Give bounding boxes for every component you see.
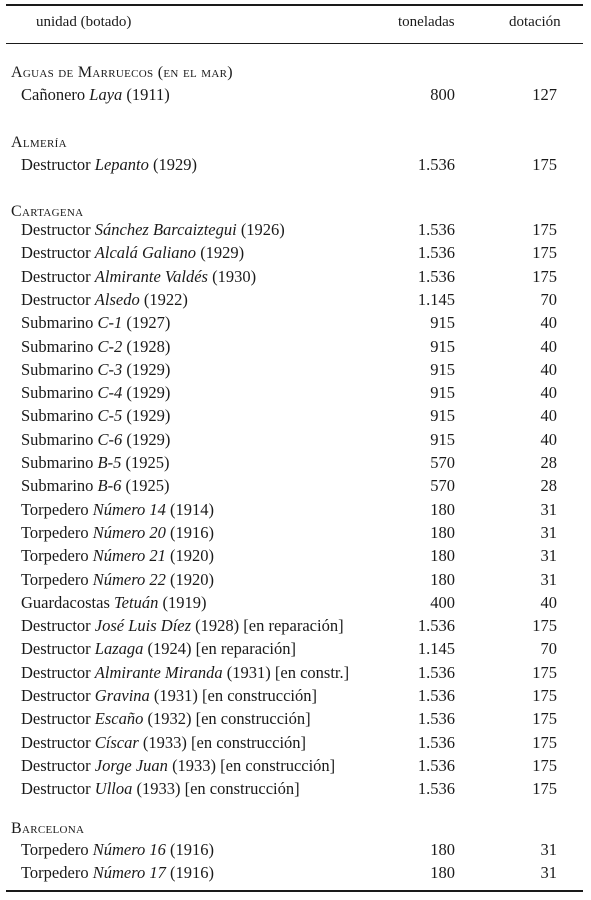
- crew-cell: 28: [540, 476, 557, 496]
- section-heading: Almería: [11, 134, 67, 151]
- tons-cell: 1.536: [417, 243, 455, 263]
- unit-name: Número 20: [92, 522, 166, 542]
- unit-cell: [21, 404, 170, 427]
- tons-cell: 1.536: [417, 779, 455, 799]
- crew-cell: 31: [540, 499, 557, 519]
- unit-cell: [21, 288, 188, 311]
- crew-cell: 127: [532, 85, 557, 104]
- unit-cell: [21, 838, 214, 861]
- unit-type: Destructor: [21, 662, 95, 682]
- unit-detail: (1929): [196, 243, 245, 263]
- unit-cell: [21, 661, 349, 684]
- section-heading: Barcelona: [11, 820, 85, 837]
- tons-cell: 915: [430, 336, 455, 356]
- table-row: [0, 544, 591, 567]
- table-row: [0, 637, 591, 660]
- crew-cell: 70: [540, 639, 557, 659]
- unit-detail: (1930): [207, 266, 257, 286]
- unit-type: Torpedero: [21, 499, 93, 519]
- unit-detail: (1919): [158, 592, 207, 612]
- unit-name: C-2: [97, 336, 123, 356]
- table-row: [0, 474, 591, 497]
- tons-cell: 1.536: [417, 220, 455, 239]
- section-heading: Cartagena: [11, 203, 84, 220]
- unit-detail: (1932) [en construcción]: [143, 709, 311, 729]
- tons-cell: 180: [430, 840, 455, 859]
- unit-type: Destructor: [21, 289, 95, 309]
- unit-type: Destructor: [21, 639, 95, 659]
- table-row: [0, 335, 591, 358]
- unit-type: Submarino: [21, 453, 98, 472]
- unit-type: Destructor: [21, 220, 95, 239]
- unit-type: Destructor: [21, 755, 95, 775]
- unit-type: Submarino: [21, 313, 98, 333]
- crew-cell: 40: [540, 429, 557, 449]
- tons-cell: 1.536: [417, 662, 455, 682]
- header-unit: unidad (botado): [36, 14, 132, 30]
- unit-name: Escaño: [94, 709, 144, 729]
- header-tons: toneladas: [398, 14, 455, 30]
- unit-detail: (1927): [122, 313, 171, 333]
- tons-cell: 915: [430, 429, 455, 449]
- bottom-rule: [6, 890, 583, 892]
- table-row: [0, 838, 591, 861]
- unit-name: José Luis Díez: [94, 616, 192, 636]
- unit-detail: (1933) [en construcción]: [138, 732, 307, 752]
- unit-cell: [21, 265, 256, 288]
- crew-cell: 31: [540, 863, 557, 883]
- unit-name: Laya: [89, 85, 123, 104]
- table-row: [0, 591, 591, 614]
- unit-cell: [21, 684, 317, 707]
- tons-cell: 400: [430, 592, 455, 612]
- tons-cell: 180: [430, 499, 455, 519]
- unit-detail: (1916): [165, 840, 215, 859]
- crew-cell: 31: [540, 546, 557, 566]
- tons-cell: 1.536: [417, 686, 455, 705]
- unit-cell: [21, 707, 311, 730]
- crew-cell: 40: [540, 592, 557, 612]
- tons-cell: 915: [430, 313, 455, 333]
- table-row: [0, 265, 591, 288]
- unit-type: Destructor: [21, 732, 95, 752]
- tons-cell: 1.536: [417, 155, 455, 174]
- unit-name: Ulloa: [94, 779, 133, 799]
- unit-cell: [21, 521, 214, 544]
- unit-cell: [21, 311, 170, 334]
- unit-name: Jorge Juan: [94, 755, 168, 775]
- crew-cell: 40: [540, 383, 557, 403]
- crew-cell: 175: [532, 266, 557, 286]
- unit-name: Número 21: [92, 546, 166, 566]
- unit-detail: (1933) [en construcción]: [132, 779, 300, 799]
- unit-name: Gravina: [94, 686, 150, 705]
- unit-name: C-4: [97, 383, 123, 403]
- table-row: [0, 451, 591, 474]
- unit-detail: (1929): [148, 155, 197, 174]
- unit-detail: (1931) [en constr.]: [222, 662, 350, 682]
- tons-cell: 180: [430, 863, 455, 883]
- tons-cell: 1.536: [417, 755, 455, 775]
- unit-name: Lazaga: [94, 639, 144, 659]
- crew-cell: 175: [532, 662, 557, 682]
- unit-cell: [21, 153, 197, 176]
- unit-detail: (1911): [122, 85, 170, 104]
- tons-cell: 915: [430, 383, 455, 403]
- unit-type: Destructor: [21, 709, 95, 729]
- unit-detail: (1920): [165, 546, 215, 566]
- unit-cell: [21, 241, 244, 264]
- crew-cell: 175: [532, 709, 557, 729]
- crew-cell: 31: [540, 569, 557, 589]
- unit-type: Submarino: [21, 429, 98, 449]
- unit-type: Destructor: [21, 686, 95, 705]
- tons-cell: 1.145: [417, 639, 455, 659]
- unit-type: Guardacostas: [21, 592, 115, 612]
- unit-type: Destructor: [21, 779, 95, 799]
- crew-cell: 175: [532, 243, 557, 263]
- crew-cell: 31: [540, 840, 557, 859]
- unit-detail: (1922): [139, 289, 188, 309]
- table-row: [0, 83, 591, 106]
- unit-type: Torpedero: [21, 522, 93, 542]
- unit-detail: (1926): [236, 220, 285, 239]
- unit-name: Tetuán: [114, 592, 159, 612]
- crew-cell: 28: [540, 453, 557, 472]
- unit-name: Alsedo: [94, 289, 140, 309]
- unit-type: Destructor: [21, 155, 95, 174]
- unit-name: Lepanto: [94, 155, 149, 174]
- unit-name: Sánchez Barcaiztegui: [94, 220, 237, 239]
- crew-cell: 175: [532, 755, 557, 775]
- tons-cell: 1.536: [417, 709, 455, 729]
- unit-name: C-3: [97, 359, 123, 379]
- table-row: [0, 754, 591, 777]
- tons-cell: 570: [430, 476, 455, 496]
- table-row: [0, 498, 591, 521]
- unit-detail: (1916): [165, 863, 215, 883]
- tons-cell: 180: [430, 569, 455, 589]
- unit-detail: (1929): [122, 429, 171, 449]
- crew-cell: 70: [540, 289, 557, 309]
- unit-type: Torpedero: [21, 569, 93, 589]
- unit-detail: (1924) [en reparación]: [143, 639, 296, 659]
- unit-cell: [21, 777, 300, 800]
- unit-cell: [21, 637, 296, 660]
- unit-cell: [21, 218, 285, 241]
- unit-type: Cañonero: [21, 85, 90, 104]
- unit-cell: [21, 83, 170, 106]
- tons-cell: 570: [430, 453, 455, 472]
- unit-type: Torpedero: [21, 863, 93, 883]
- unit-name: Número 16: [92, 840, 166, 859]
- unit-detail: (1916): [165, 522, 215, 542]
- unit-cell: [21, 381, 170, 404]
- unit-detail: (1928) [en reparación]: [191, 616, 344, 636]
- unit-cell: [21, 451, 170, 474]
- unit-name: Número 22: [92, 569, 166, 589]
- unit-name: Alcalá Galiano: [94, 243, 197, 263]
- unit-name: B-6: [97, 476, 122, 496]
- unit-detail: (1933) [en construcción]: [167, 755, 336, 775]
- table-row: [0, 731, 591, 754]
- table-row: [0, 614, 591, 637]
- unit-name: C-6: [97, 429, 123, 449]
- table-row: [0, 358, 591, 381]
- table-row: [0, 218, 591, 241]
- crew-cell: 175: [532, 779, 557, 799]
- table-row: [0, 684, 591, 707]
- unit-detail: (1931) [en construcción]: [149, 686, 318, 705]
- section-heading: Aguas de Marruecos (en el mar): [11, 64, 233, 81]
- tons-cell: 800: [430, 85, 455, 104]
- table-row: [0, 381, 591, 404]
- unit-type: Submarino: [21, 336, 98, 356]
- table-row: [0, 521, 591, 544]
- unit-name: C-1: [97, 313, 123, 333]
- unit-name: B-5: [97, 453, 122, 472]
- unit-detail: (1914): [165, 499, 215, 519]
- tons-cell: 1.536: [417, 616, 455, 636]
- unit-cell: [21, 591, 206, 614]
- unit-type: Torpedero: [21, 546, 93, 566]
- unit-type: Submarino: [21, 406, 98, 426]
- crew-cell: 40: [540, 313, 557, 333]
- unit-detail: (1929): [122, 359, 171, 379]
- unit-cell: [21, 861, 214, 884]
- unit-type: Destructor: [21, 266, 95, 286]
- table-row: [0, 861, 591, 884]
- crew-cell: 40: [540, 359, 557, 379]
- table-row: [0, 404, 591, 427]
- unit-detail: (1925): [121, 476, 170, 496]
- table-row: [0, 661, 591, 684]
- unit-type: Submarino: [21, 383, 98, 403]
- unit-cell: [21, 544, 214, 567]
- unit-type: Destructor: [21, 616, 95, 636]
- table-row: [0, 777, 591, 800]
- crew-cell: 175: [532, 616, 557, 636]
- unit-name: Almirante Valdés: [94, 266, 208, 286]
- unit-type: Submarino: [21, 476, 98, 496]
- unit-type: Torpedero: [21, 840, 93, 859]
- table-row: [0, 568, 591, 591]
- crew-cell: 40: [540, 406, 557, 426]
- unit-cell: [21, 614, 344, 637]
- unit-detail: (1920): [165, 569, 215, 589]
- unit-name: Císcar: [94, 732, 139, 752]
- unit-name: Almirante Miranda: [94, 662, 223, 682]
- unit-cell: [21, 731, 306, 754]
- unit-detail: (1929): [122, 383, 171, 403]
- table-row: [0, 707, 591, 730]
- crew-cell: 175: [532, 732, 557, 752]
- unit-cell: [21, 474, 170, 497]
- unit-type: Destructor: [21, 243, 95, 263]
- crew-cell: 175: [532, 155, 557, 174]
- header-crew: dotación: [509, 14, 561, 30]
- crew-cell: 31: [540, 522, 557, 542]
- tons-cell: 180: [430, 522, 455, 542]
- unit-detail: (1928): [122, 336, 171, 356]
- crew-cell: 40: [540, 336, 557, 356]
- table-row: [0, 428, 591, 451]
- unit-cell: [21, 498, 214, 521]
- tons-cell: 180: [430, 546, 455, 566]
- unit-cell: [21, 428, 170, 451]
- tons-cell: 1.536: [417, 266, 455, 286]
- table-row: [0, 311, 591, 334]
- unit-detail: (1925): [121, 453, 170, 472]
- table-row: [0, 153, 591, 176]
- unit-detail: (1929): [122, 406, 171, 426]
- unit-cell: [21, 358, 170, 381]
- unit-cell: [21, 335, 170, 358]
- unit-name: Número 14: [92, 499, 166, 519]
- tons-cell: 1.536: [417, 732, 455, 752]
- table-row: [0, 288, 591, 311]
- unit-name: Número 17: [92, 863, 166, 883]
- tons-cell: 915: [430, 406, 455, 426]
- crew-cell: 175: [532, 686, 557, 705]
- crew-cell: 175: [532, 220, 557, 239]
- tons-cell: 1.145: [417, 289, 455, 309]
- unit-type: Submarino: [21, 359, 98, 379]
- table-row: [0, 241, 591, 264]
- tons-cell: 915: [430, 359, 455, 379]
- unit-cell: [21, 754, 335, 777]
- unit-name: C-5: [97, 406, 123, 426]
- unit-cell: [21, 568, 214, 591]
